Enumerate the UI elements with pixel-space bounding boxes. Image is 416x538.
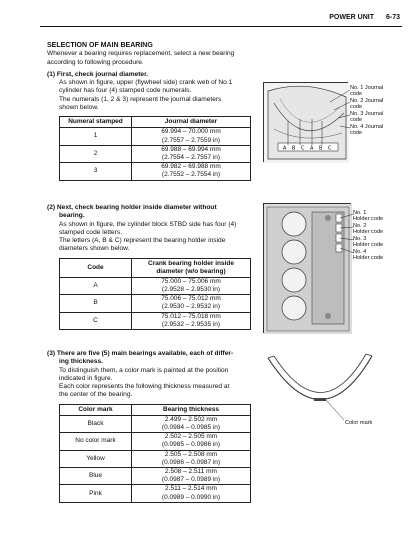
table-cell: 69.994 – 70.000 mm (2.7557 – 2.7559 in) — [132, 128, 251, 145]
table-row — [60, 433, 251, 450]
fig1-label: No. 4 Journal code — [350, 124, 384, 137]
table-row — [60, 128, 251, 145]
color-mark-stripe — [314, 398, 326, 401]
step3-text: To distinguish them, a color mark is painted at the position — [59, 366, 229, 374]
step2-heading: (2) Next, check bearing holder inside diameter without — [47, 204, 217, 211]
table-header: Crank bearing holder inside diameter (w/o bearing) — [132, 258, 251, 277]
table-cell: A — [60, 277, 132, 294]
table-header: Color mark — [60, 404, 132, 415]
table-cell: Pink — [60, 485, 132, 502]
table-cell: 1 — [60, 128, 132, 145]
table-cell: 2.508 – 2.511 mm (0.0987 – 0.0989 in) — [132, 468, 251, 485]
table-cell: 75.006 – 75.012 mm (2.9530 – 2.9532 in) — [132, 295, 251, 312]
table-row — [60, 468, 251, 485]
step3-heading: ing thickness. — [59, 358, 103, 366]
table-row — [60, 277, 251, 294]
step2-text: As shown in figure, the cylinder block STBD side has four (4) — [59, 220, 237, 228]
table-cell: 3 — [60, 163, 132, 180]
table-cell: 2.505 – 2.508 mm (0.0986 – 0.0987 in) — [132, 450, 251, 467]
table-cell: 2.499 – 2.502 mm (0.0984 – 0.0985 in) — [132, 415, 251, 432]
table-header: Code — [60, 258, 132, 277]
step2-heading: bearing. — [59, 212, 85, 220]
table-cell: 2 — [60, 145, 132, 162]
table-row — [60, 450, 251, 467]
bearing-thickness-table — [59, 404, 251, 503]
step3-text: Each color represents the following thickness measured at — [59, 383, 230, 391]
section-heading: SELECTION OF MAIN BEARING — [47, 42, 153, 49]
step1-text: shown below. — [59, 104, 99, 112]
fig2-label: No. 2 Holder code — [353, 223, 384, 236]
fig1-label: No. 1 Journal code — [350, 85, 384, 98]
step2-text: diameters shown below. — [59, 245, 130, 253]
table-cell: C — [60, 312, 132, 329]
table-row — [60, 163, 251, 180]
table-row — [60, 485, 251, 502]
table-row — [60, 312, 251, 329]
journal-diameter-table — [59, 116, 251, 180]
step2-text: The letters (A, B & C) represent the bearing holder inside — [59, 237, 226, 245]
step3-text: indicated in figure. — [59, 374, 113, 382]
table-cell: B — [60, 295, 132, 312]
table-row — [60, 145, 251, 162]
fig2-label: No. 1 Holder code — [353, 210, 384, 223]
table-cell: 75.012 – 75.018 mm (2.9532 – 2.9535 in) — [132, 312, 251, 329]
step1-heading: (1) First, check journal diameter. — [47, 70, 149, 78]
stamp-letter: A — [310, 145, 314, 152]
fig2-label: No. 3 Holder code — [353, 236, 384, 249]
table-row — [60, 415, 251, 432]
step1-text: cylinder has four (4) stamped code numerals. — [59, 87, 192, 95]
stamp-letter: C — [328, 145, 332, 152]
table-header: Bearing thickness — [132, 404, 251, 415]
page-header — [300, 14, 400, 21]
header-rule — [40, 26, 402, 27]
step1-text: As shown in figure, upper (flywheel side) crank web of No.1 — [59, 79, 233, 87]
section-title: POWER UNIT — [329, 14, 374, 21]
bearing-illustration — [262, 350, 402, 450]
stamp-letter: B — [319, 145, 323, 152]
table-cell: Black — [60, 415, 132, 432]
page-number: 6-73 — [385, 14, 400, 21]
table-header: Journal diameter — [132, 117, 251, 128]
table-cell: 2.511 – 2.514 mm (0.0989 – 0.0990 in) — [132, 485, 251, 502]
fig1-leader-lines — [330, 88, 352, 138]
table-cell: No color mark — [60, 433, 132, 450]
cylinder-block-figure — [263, 203, 351, 333]
table-cell: 69.982 – 69.988 mm (2.7552 – 2.7554 in) — [132, 163, 251, 180]
table-cell: 75.000 – 75.006 mm (2.9528 – 2.9530 in) — [132, 277, 251, 294]
section-step2 — [47, 204, 252, 330]
intro-line: Whenever a bearing requires replacement, select a new bearing — [47, 50, 235, 58]
step3-heading: (3) There are five (5) main bearings available, each of differ- — [47, 350, 234, 357]
bearing-figure — [262, 350, 402, 450]
table-cell: 69.988 – 69.994 mm (2.7554 – 2.7557 in) — [132, 145, 251, 162]
table-cell: 2.502 – 2.505 mm (0.0985 – 0.0986 in) — [132, 433, 251, 450]
step2-text: stamped code letters. — [59, 228, 123, 236]
table-cell: Blue — [60, 468, 132, 485]
section-step3 — [47, 350, 252, 503]
table-header: Numeral stamped — [60, 117, 132, 128]
section-intro — [47, 42, 252, 181]
table-row — [60, 295, 251, 312]
fig2-label: No. 4 Holder code — [353, 249, 384, 262]
holder-diameter-table — [59, 258, 251, 330]
cylinder-block-illustration — [264, 204, 352, 334]
intro-line: according to following procedure. — [47, 58, 144, 66]
color-mark-label: Color mark — [345, 420, 373, 426]
stamp-letter: A — [283, 145, 287, 152]
step1-text: The numerals (1, 2 & 3) represent the journal diameters — [59, 95, 222, 103]
stamp-letter: C — [301, 145, 305, 152]
table-cell: Yellow — [60, 450, 132, 467]
step3-text: the center of the bearing. — [59, 391, 133, 399]
fig1-label: No. 2 Journal code — [350, 98, 384, 111]
fig1-label: No. 3 Journal code — [350, 111, 384, 124]
stamp-letter: B — [292, 145, 296, 152]
